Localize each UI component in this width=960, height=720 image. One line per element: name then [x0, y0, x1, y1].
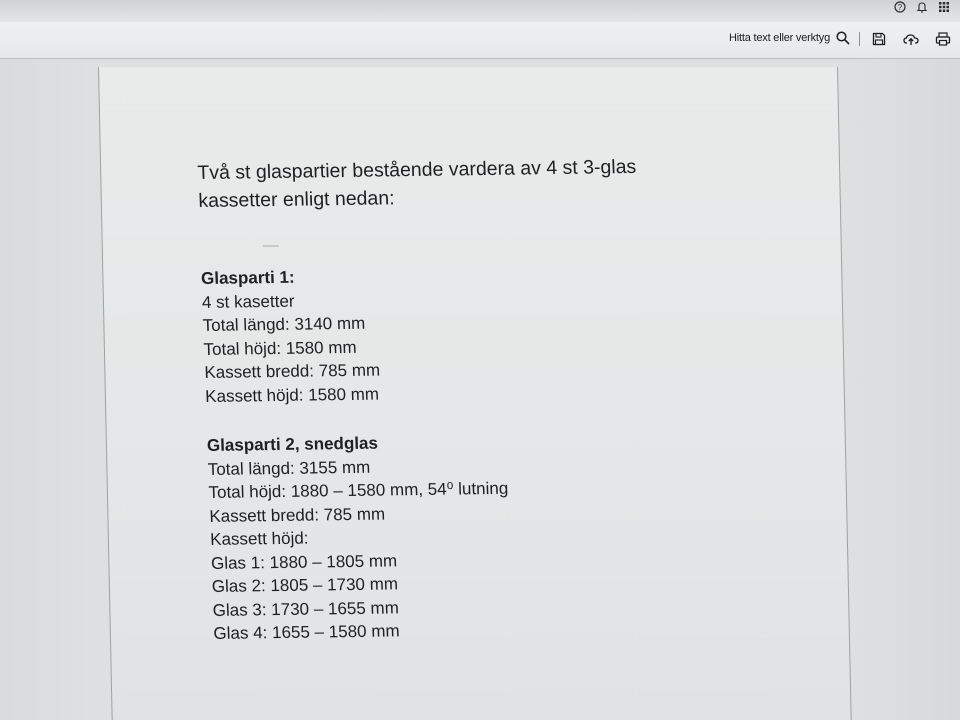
- text-line: Kassett höjd:: [209, 528, 309, 549]
- text-line: Total höjd: 1580 mm: [203, 337, 357, 359]
- save-button[interactable]: [870, 30, 888, 48]
- document-page: [98, 67, 853, 720]
- section-title: Glasparti 2, snedglas: [206, 433, 379, 455]
- document-viewport[interactable]: [0, 59, 960, 720]
- intro-paragraph: Två st glaspartier bestående vardera av 4 st 3-glas kassetter enligt nedan:: [197, 155, 637, 212]
- text-line: Kassett bredd: 785 mm: [209, 504, 386, 526]
- text-line: Glas 4: 1655 – 1580 mm: [213, 621, 400, 643]
- upload-button[interactable]: [902, 30, 920, 48]
- find-tool-label[interactable]: Hitta text eller verktyg: [729, 32, 830, 44]
- text-line: Total höjd: 1880 – 1580 mm, 54⁰ lutning: [208, 478, 509, 502]
- cloud-upload-icon: [903, 32, 919, 46]
- text-line: Kassett höjd: 1580 mm: [204, 384, 380, 406]
- print-button[interactable]: [934, 30, 952, 48]
- text-line: 4 st kasetter: [201, 291, 295, 312]
- text-line: Kassett bredd: 785 mm: [204, 360, 381, 382]
- section-glasparti-1: [201, 260, 726, 408]
- save-icon: [872, 32, 886, 46]
- text-line: Glas 1: 1880 – 1805 mm: [210, 550, 398, 573]
- text-line: Glas 3: 1730 – 1655 mm: [212, 597, 400, 620]
- document-content: [197, 152, 734, 646]
- section-title: Glasparti 1:: [200, 267, 295, 288]
- text-line: Glas 2: 1805 – 1730 mm: [211, 574, 399, 596]
- print-icon: [935, 32, 951, 46]
- help-icon[interactable]: [894, 1, 906, 13]
- text-line: Total längd: 3155 mm: [207, 457, 371, 479]
- svg-text:?: ?: [897, 3, 903, 12]
- apps-grid-icon[interactable]: [938, 1, 950, 13]
- toolbar-divider: [859, 32, 860, 46]
- search-icon[interactable]: [836, 31, 850, 45]
- section-glasparti-2: [207, 427, 734, 646]
- system-icons: [894, 0, 950, 14]
- viewer-toolbar: [0, 22, 960, 59]
- title-strip: [0, 0, 960, 22]
- bell-icon[interactable]: [916, 1, 928, 13]
- text-line: Total längd: 3140 mm: [202, 313, 366, 335]
- find-tool[interactable]: [729, 31, 850, 45]
